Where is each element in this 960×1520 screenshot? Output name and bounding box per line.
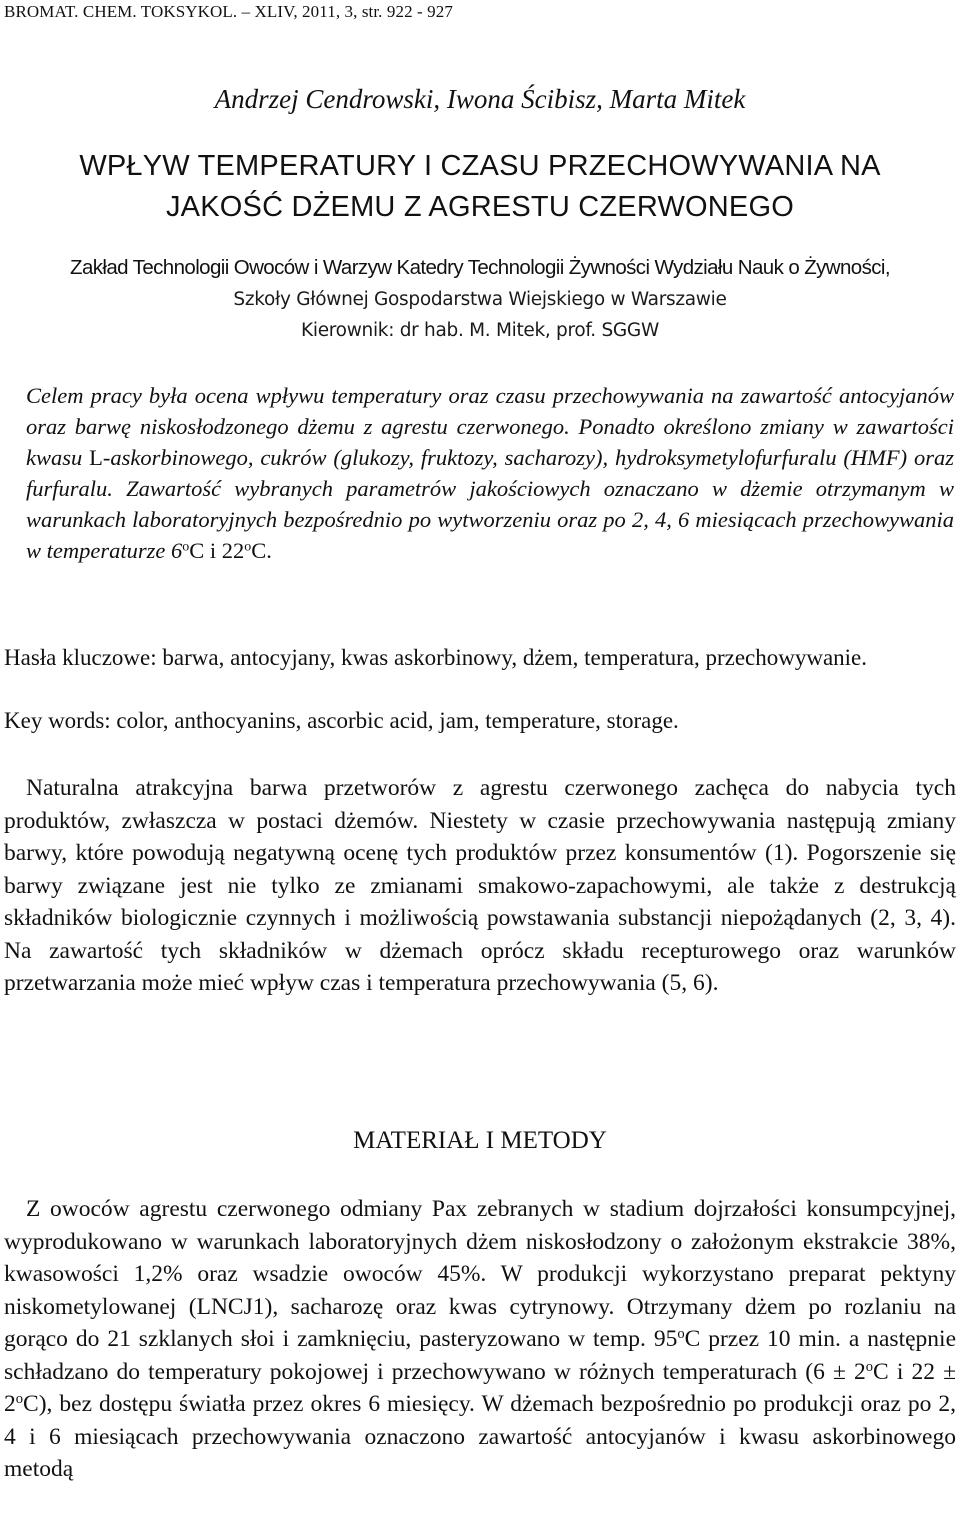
affiliation-university: Szkoły Głównej Gospodarstwa Wiejskiego w Warszawie: [233, 289, 727, 310]
title-line-1: WPŁYW TEMPERATURY I CZASU PRZECHOWYWANIA NA: [79, 150, 881, 182]
journal-reference: BROMAT. CHEM. TOKSYKOL. – XLIV, 2011, 3, str. 922 - 927: [4, 2, 453, 21]
abstract-text-4: C.: [251, 538, 272, 563]
methods-text-4: C), bez dostępu światła przez okres 6 miesięcy. W dżemach bezpośrednio po produkcji oraz po 2, 4 i 6 miesiącach przechowywania oznaczono zawartość antocyjanów i kwasu askorbinowego metodą: [4, 1391, 956, 1482]
methods-text-1: Z owoców agrestu czerwonego odmiany Pax zebranych w stadium dojrzałości konsumpcyjnej, wyprodukowano w warunkach laboratoryjnych dżem niskosłodzony o założonym ekstrakcie 38%, kwasowości 1,2% oraz wsadzie owoców 45%. W produkcji wykorzystano preparat pektyny niskometylowanej (LNCJ1), sacharozę oraz kwas cytrynowy. Otrzymany dżem po rozlaniu na gorąco do 21 szklanych słoi i zamknięciu, pasteryzowano w temp. 95: [4, 1196, 956, 1352]
abstract-text-2: -askorbinowego, cukrów (glukozy, fruktozy, sacharozy), hydroksymetylofurfuralu (HMF) oraz furfuralu. Zawartość wybranych parametrów jakościowych oznaczano w dżemie otrzymanym w warunkach laboratoryjnych bezpośrednio po wytworzeniu oraz po 2, 4, 6 miesiącach przechowywania w temperaturze 6: [26, 445, 955, 563]
degree-sign: o: [182, 539, 190, 555]
keywords-english: Key words: color, anthocyanins, ascorbic acid, jam, temperature, storage.: [4, 708, 679, 733]
affiliation-head: Kierownik: dr hab. M. Mitek, prof. SGGW: [301, 320, 659, 341]
article-title: [40, 146, 920, 228]
methods-text-3: C i 22 ± 2: [4, 1358, 956, 1417]
abstract-text-3: C i 22: [189, 538, 245, 563]
degree-sign: o: [244, 539, 252, 555]
degree-sign: o: [15, 1391, 24, 1407]
l-letter: L: [89, 445, 103, 470]
intro-paragraph: Naturalna atrakcyjna barwa przetworów z agrestu czerwonego zachęca do nabycia tych produktów, zwłaszcza w postaci dżemów. Niestety w czasie przechowywania następują zmiany barwy, które powodują negatywną ocenę tych produktów przez konsumentów (1). Pogorszenie się barwy związane jest nie tylko ze zmianami smakowo-zapachowymi, ale także z destrukcją składników biologicznie czynnych i możliwością powstawania substancji niepożądanych (2, 3, 4). Na zawartość tych składników w dżemach oprócz składu recepturowego oraz warunków przetwarzania może mieć wpływ czas i temperatura przechowywania (5, 6).: [4, 775, 956, 996]
authors: Andrzej Cendrowski, Iwona Ścibisz, Marta Mitek: [214, 84, 746, 114]
keywords-polish: Hasła kluczowe: barwa, antocyjany, kwas askorbinowy, dżem, temperatura, przechowywanie.: [4, 645, 868, 670]
section-heading: MATERIAŁ I METODY: [353, 1127, 607, 1154]
abstract: [26, 380, 954, 566]
degree-sign: o: [677, 1326, 685, 1342]
abstract-text-1: Celem pracy była ocena wpływu temperatury oraz czasu przechowywania na zawartość antocyjanów oraz barwę niskosłodzonego dżemu z agrestu czerwonego. Ponadto określono zmiany w zawartości kwasu: [26, 383, 954, 470]
methods-paragraph: [4, 1193, 956, 1486]
affiliation-department: Zakład Technologii Owoców i Warzyw Katedry Technologii Żywności Wydziału Nauk o Żywności,: [70, 256, 890, 279]
title-line-2: JAKOŚĆ DŻEMU Z AGRESTU CZERWONEGO: [165, 191, 794, 223]
degree-sign: o: [865, 1358, 874, 1375]
methods-text-2: C przez 10 min. a następnie schładzano do temperatury pokojowej i przechowywano w różnych temperaturach (6 ± 2: [4, 1326, 956, 1385]
